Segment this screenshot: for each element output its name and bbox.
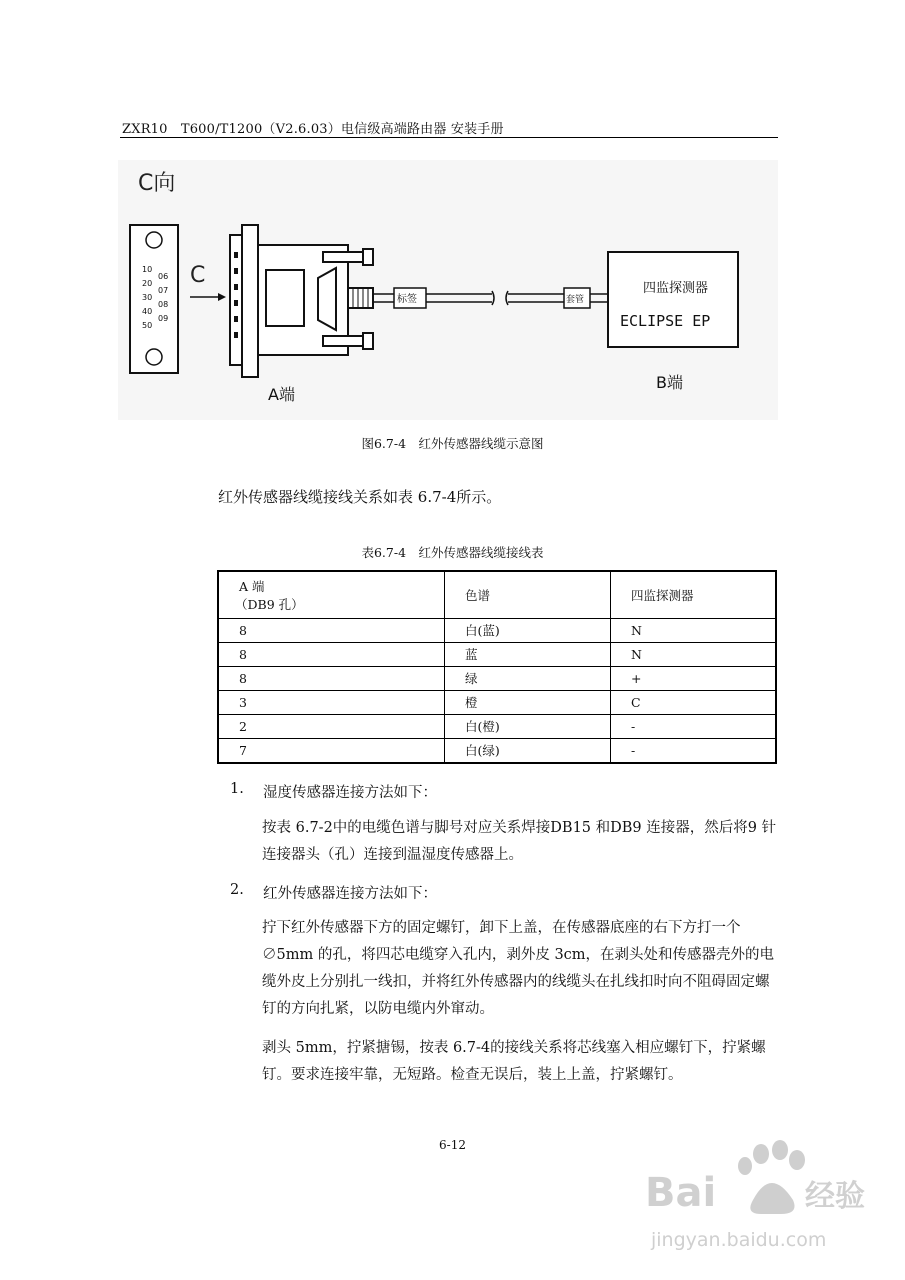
cable-diagram-figure [118,160,778,420]
watermark-url: jingyan.baidu.com [651,1229,827,1251]
step-2-paragraph-1: 拧下红外传感器下方的固定螺钉，卸下上盖，在传感器底座的右下方打一个∅5mm 的孔，将四芯电缆穿入孔内，剥外皮 3cm，在剥头处和传感器壳外的电缆外皮上分别扎一线扣，并将红外传感器内的线缆头在扎线扣时向不阻碍固定螺钉的方向扎紧，以防电缆内外窜动。 [262,920,775,1017]
header-rule [120,137,778,138]
svg-text:20: 20 [142,279,153,288]
header-a-end-line2: （DB9 孔） [235,596,304,612]
db9-front-view [130,225,178,373]
step-2-paragraph-2: 剥头 5mm，拧紧搪锡，按表 6.7-4的接线关系将芯线塞入相应螺钉下，拧紧螺钉。要求连接牢靠，无短路。检查无误后，装上上盖，拧紧螺钉。 [262,1040,766,1083]
direction-label: C向 [138,171,176,196]
table-cell: 3 [218,690,445,714]
baidu-watermark [643,1138,883,1258]
svg-text:40: 40 [142,307,153,316]
table-cell: N [611,642,777,666]
table-row [218,618,776,642]
table-cell: 8 [218,642,445,666]
table-cell: 白(蓝) [445,618,611,642]
table-cell: 绿 [445,666,611,690]
table-cell: 橙 [445,690,611,714]
table-row [218,690,776,714]
tag-label: 标签 [397,294,417,305]
table-cell: 8 [218,618,445,642]
table-cell: 2 [218,714,445,738]
table-cell: 7 [218,738,445,763]
step-1-number: 1. [230,781,244,797]
header-color: 色谱 [445,571,611,618]
table-caption: 表6.7-4 红外传感器线缆接线表 [361,545,544,560]
end-a-label: A端 [268,385,295,404]
table-cell: N [611,618,777,642]
table-cell: 蓝 [445,642,611,666]
table-cell: - [611,738,777,763]
step-1-paragraph: 按表 6.7-2中的电缆色谱与脚号对应关系焊接DB15 和DB9 连接器，然后将9 针连接器头（孔）连接到温湿度传感器上。 [262,820,777,863]
step-2-title: 红外传感器连接方法如下： [263,886,437,902]
svg-text:06: 06 [158,272,169,281]
table-cell: 白(绿) [445,738,611,763]
svg-text:08: 08 [158,300,169,309]
baidu-wordmark: Bai [645,1170,717,1216]
device-model: ECLIPSE EP [620,312,711,330]
device-name: 四监探测器 [643,281,709,296]
svg-text:10: 10 [142,265,153,274]
wiring-table [217,570,777,764]
paw-icon [738,1140,805,1214]
table-row [218,738,776,763]
svg-text:30: 30 [142,293,153,302]
jingyan-wordmark: 经验 [805,1179,865,1214]
svg-text:07: 07 [158,286,169,295]
baidu-logo [643,1138,883,1258]
table-cell: + [611,666,777,690]
table-header-row [218,571,776,618]
end-b-label: B端 [656,373,683,392]
svg-text:50: 50 [142,321,153,330]
step-1-title: 湿度传感器连接方法如下： [263,785,437,801]
figure-caption: 图6.7-4 红外传感器线缆示意图 [361,436,544,451]
svg-text:09: 09 [158,314,169,323]
intro-paragraph: 红外传感器线缆接线关系如表 6.7-4所示。 [218,488,502,506]
header-title: ZXR10 T600/T1200（V2.6.03）电信级高端路由器 安装手册 [122,122,504,137]
table-cell: 8 [218,666,445,690]
table-row [218,642,776,666]
header-a-end-line1: A 端 [239,578,265,594]
page-number: 6-12 [439,1138,466,1152]
step-2-number: 2. [230,882,244,898]
table-row [218,714,776,738]
table-cell: 白(橙) [445,714,611,738]
table-cell: C [611,690,777,714]
sleeve-label: 套管 [566,295,585,305]
cable-diagram [118,160,778,420]
table-cell: - [611,714,777,738]
detector-box [608,252,738,347]
header-a-end [218,571,445,618]
arrow-label: C [190,263,206,288]
header-detector: 四监探测器 [611,571,777,618]
table-row [218,666,776,690]
